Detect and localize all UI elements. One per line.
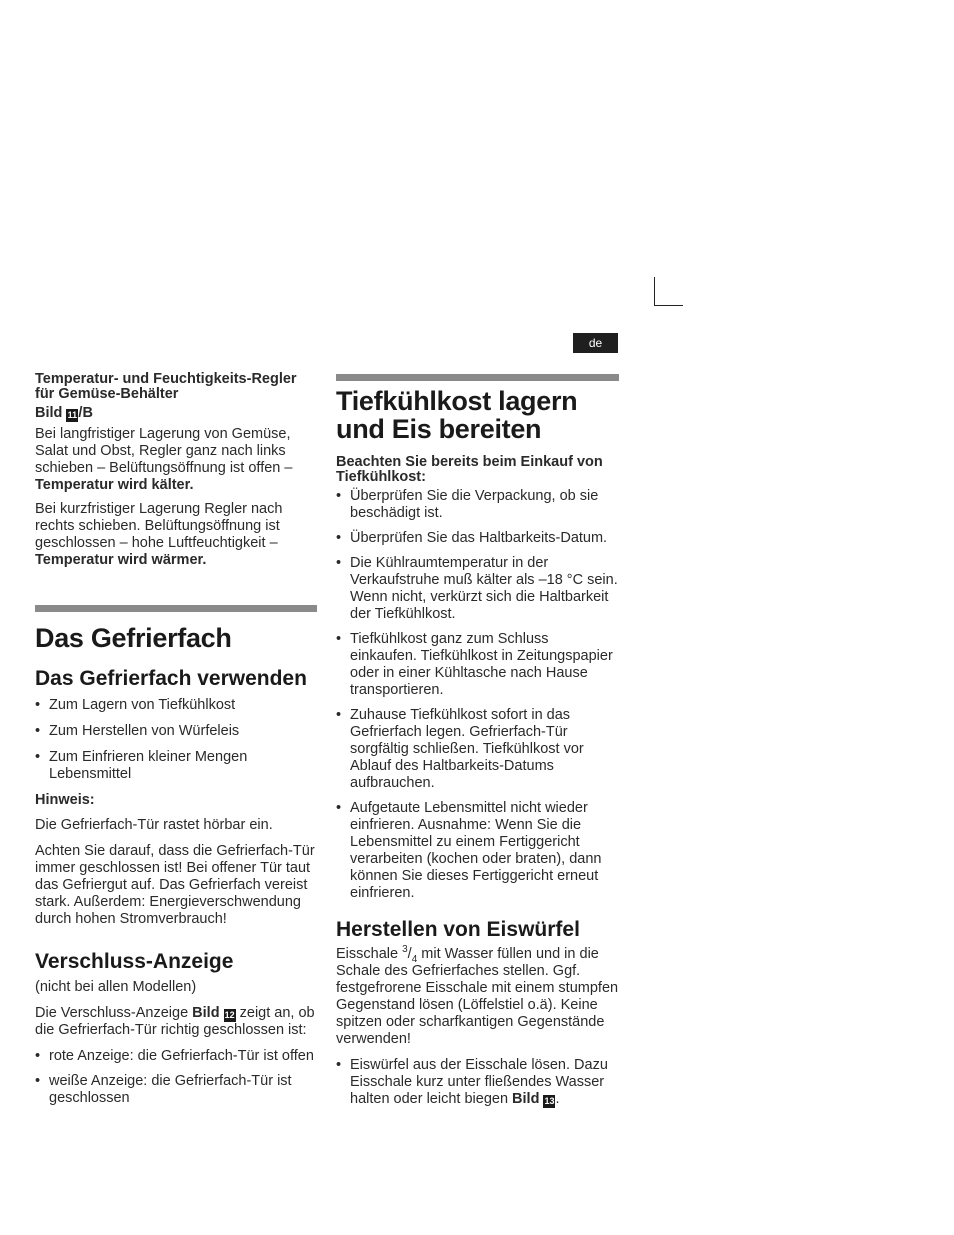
list-item: • Zum Herstellen von Würfeleis xyxy=(35,723,317,740)
verwenden-heading: Das Gefrierfach verwenden xyxy=(35,667,307,690)
list-item: • Aufgetaute Lebensmittel nicht wieder einfrieren. Ausnahme: Wenn Sie die Lebensmittel zu einem Fertiggericht verarbeiten (kochen oder braten), dann können Sie dieses Fertiggericht erneut einfrieren. xyxy=(336,800,619,902)
hinweis-text: Die Gefrierfach-Tür rastet hörbar ein. xyxy=(35,817,273,833)
verschluss-bild-label: Bild xyxy=(192,1005,220,1021)
eis-item-end: . xyxy=(555,1091,560,1107)
achten-paragraph: Achten Sie darauf, dass die Gefrierfach-Tür immer geschlossen ist! Bei offener Tür taut das Gefriergut auf. Das Gefrierfach vereist stark. Außerdem: Energieverschwendung durch hohen Stromverbrauch! xyxy=(35,843,315,927)
hinweis-label: Hinweis: xyxy=(35,792,95,808)
regler-p2-text: Bei kurzfristiger Lagerung Regler nach rechts schieben. Belüftungsöffnung ist geschlossen – hohe Luftfeuchtigkeit – xyxy=(35,501,283,551)
verwenden-list xyxy=(35,697,317,783)
gefrierfach-heading: Das Gefrierfach xyxy=(35,623,232,653)
regler-figure-ref xyxy=(35,405,317,422)
eis-bild-label: Bild xyxy=(512,1091,540,1107)
figure-number-badge: 13 xyxy=(544,1096,555,1106)
fraction-denominator: 4 xyxy=(411,953,418,965)
crop-mark-vertical xyxy=(654,277,655,306)
verschluss-heading: Verschluss-Anzeige xyxy=(35,950,234,973)
eis-heading: Herstellen von Eiswürfel xyxy=(336,918,580,941)
list-item: • Tiefkühlkost ganz zum Schluss einkaufen. Tiefkühlkost in Zeitungspapier oder in einer Kühltasche nach Hause transportieren. xyxy=(336,631,619,699)
list-item: • weiße Anzeige: die Gefrierfach-Tür ist geschlossen xyxy=(35,1073,317,1107)
regler-title: Temperatur- und Feuchtigkeits-Regler für Gemüse-Behälter xyxy=(35,371,297,402)
eis-paragraph xyxy=(336,946,619,1048)
verschluss-note: (nicht bei allen Modellen) xyxy=(35,979,197,995)
regler-ref-prefix: Bild xyxy=(35,405,63,421)
list-item: • Zum Einfrieren kleiner Mengen Lebensmittel xyxy=(35,749,317,783)
tiefkuehl-heading: Tiefkühlkost lagern und Eis bereiten xyxy=(336,386,578,444)
list-item: • rote Anzeige: die Gefrierfach-Tür ist offen xyxy=(35,1048,317,1065)
list-item: • Überprüfen Sie das Haltbarkeits-Datum. xyxy=(336,530,619,547)
crop-mark-horizontal xyxy=(654,305,683,306)
language-badge: de xyxy=(573,333,618,353)
figure-number-badge: 12 xyxy=(224,1010,235,1020)
section-rule xyxy=(35,605,317,612)
verschluss-list xyxy=(35,1048,317,1107)
list-item: • Überprüfen Sie die Verpackung, ob sie beschädigt ist. xyxy=(336,488,619,522)
regler-p2-emphasis: Temperatur wird wärmer. xyxy=(35,552,207,568)
verschluss-paragraph xyxy=(35,1005,317,1039)
eis-text-a: Eisschale xyxy=(336,946,399,962)
eis-item-text: Eiswürfel aus der Eisschale lösen. Dazu Eisschale kurz unter fließendes Wasser halten oder leicht biegen xyxy=(350,1057,608,1107)
regler-paragraph-1 xyxy=(35,426,317,494)
regler-ref-suffix: /B xyxy=(78,405,93,421)
figure-number-badge: 11 xyxy=(67,410,78,420)
eis-text-b: mit Wasser füllen und in die Schale des Gefrierfaches stellen. Ggf. festgefrorene Eisschale mit einem stumpfen Gegenstand lösen (Löffelstiel o.ä). Keine spitzen oder scharfkantigen Gegenstände verwenden! xyxy=(336,946,619,1047)
left-column xyxy=(35,372,317,1107)
fraction-numerator: 3 xyxy=(402,944,408,956)
einkauf-list xyxy=(336,488,619,902)
einkauf-title: Beachten Sie bereits beim Einkauf von Tiefkühlkost: xyxy=(336,454,603,485)
eis-fraction: $^3/_4$ xyxy=(402,944,418,965)
right-column xyxy=(336,374,619,1108)
list-item: • Zuhause Tiefkühlkost sofort in das Gefrierfach legen. Gefrierfach-Tür sorgfältig schließen. Tiefkühlkost vor Ablauf des Haltbarkeits-Datums aufbrauchen. xyxy=(336,707,619,792)
verschluss-text-a: Die Verschluss-Anzeige xyxy=(35,1005,189,1021)
regler-paragraph-2 xyxy=(35,501,317,569)
list-item: • Zum Lagern von Tiefkühlkost xyxy=(35,697,317,714)
regler-p1-emphasis: Temperatur wird kälter. xyxy=(35,477,194,493)
list-item xyxy=(336,1057,619,1108)
verschluss-text-b: zeigt an, ob die Gefrierfach-Tür richtig geschlossen ist: xyxy=(35,1005,315,1038)
eis-list xyxy=(336,1057,619,1108)
section-rule xyxy=(336,374,619,381)
regler-p1-text: Bei langfristiger Lagerung von Gemüse, Salat und Obst, Regler ganz nach links schieben – Belüftungsöffnung ist offen – xyxy=(35,426,293,476)
list-item: • Die Kühlraumtemperatur in der Verkaufstruhe muß kälter als –18 °C sein. Wenn nicht, verkürzt sich die Haltbarkeit der Tiefkühlkost. xyxy=(336,555,619,623)
